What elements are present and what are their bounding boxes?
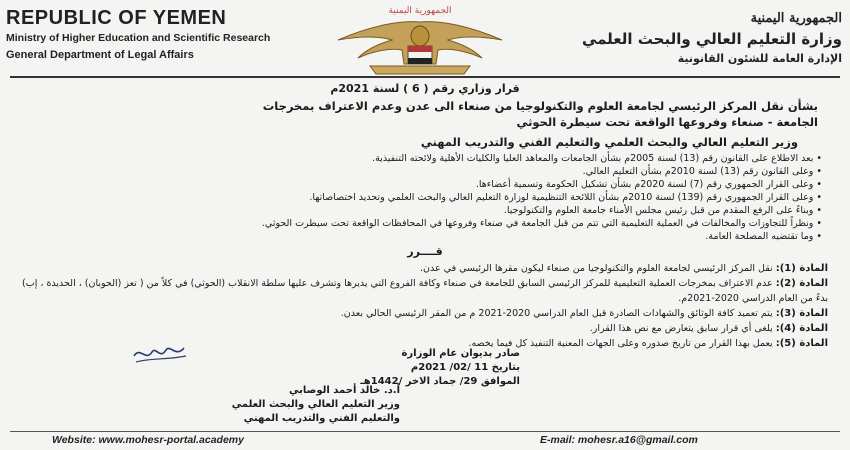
header-divider — [10, 76, 840, 78]
decree-subject-line2: الجامعة - صنعاء وفروعها الواقعة تحت سيطرة الحوثي — [516, 115, 818, 129]
header-en-line1: REPUBLIC OF YEMEN — [6, 7, 227, 29]
issue-hijri-date: الموافق 29/ جماد الاخر /1442هـ — [360, 376, 520, 387]
header-ar-line2: وزارة التعليم العالي والبحث العلمي — [581, 30, 842, 48]
article-item: المادة (3): يتم تعميد كافة الوثائق والشهادات الصادرة قبل العام الدراسي 2020-2021 م من المقر الرئيسي الحالي بعدن. — [340, 308, 828, 319]
signatory-title2: والتعليم الفني والتدريب المهني — [243, 413, 400, 424]
article-item: المادة (2): عدم الاعتراف بمخرجات العملية التعليمية للمركز الرئيسي السابق للجامعة في صنعاء وكافة الفروع التي يديرها وتشرف عليها سلطة الانقلاب (الحوثي) في كلاً من ( تعز (الحوبان) ، الحديدة ، إب) بدءً من العام الدراسي 2020-2021م. — [22, 278, 828, 304]
issue-place: صادر بديوان عام الوزارة — [401, 348, 520, 359]
signatory-title1: وزير التعليم العالي والبحث العلمي — [231, 399, 400, 410]
handwritten-date-icon — [130, 338, 190, 368]
article-item: المادة (4): يلغى أي قرار سابق يتعارض مع نص هذا القرار. — [589, 323, 828, 334]
decides-heading: قــــرر — [407, 245, 443, 258]
reference-item: • وعلى القانون رقم (13) لسنة 2010م بشأن التعليم العالي. — [582, 166, 822, 177]
decree-subject-line1: بشأن نقل المركز الرئيسي لجامعة العلوم والتكنولوجيا من صنعاء الى عدن وعدم الاعتراف بمخرجات — [262, 99, 818, 113]
article-item: المادة (1): نقل المركز الرئيسي لجامعة العلوم والتكنولوجيا من صنعاء ليكون مقرها الرئيسي في عدن. — [419, 263, 828, 274]
reference-item: • وما تقتضيه المصلحة العامة. — [705, 231, 822, 242]
header-en-line2: Ministry of Higher Education and Scientific Research — [6, 32, 271, 44]
reference-item: • بعد الاطلاع على القانون رقم (13) لسنة 2005م بشأن الجامعات والمعاهد العليا والكليات الأهلية ولائحته التنفيذية. — [372, 153, 822, 164]
footer-divider — [10, 431, 840, 432]
article-item: المادة (5): يعمل بهذا القرار من تاريخ صدوره وعلى الجهات المعنية التنفيذ كل فيما يخصه. — [468, 338, 828, 349]
emblem-caption: الجمهورية اليمنية — [388, 6, 452, 16]
footer-website: Website: www.mohesr-portal.academy — [52, 434, 244, 446]
decree-title: قرار وزاري رقم ( 6 ) لسنة 2021م — [330, 82, 520, 95]
issue-info — [300, 347, 520, 389]
issue-date: بتاريخ 11 /02/ 2021م — [410, 362, 520, 373]
reference-item: • ونظراً للتجاوزات والمخالفات في العملية التعليمية التي تتم من قبل الجامعة في صنعاء وفروعها في المحافظات الواقعة تحت سيطرت الحوثي. — [261, 218, 822, 229]
reference-item: • وعلى القرار الجمهوري رقم (139) لسنة 2010م بشأن اللائحة التنظيمية لوزارة التعليم العالي والبحث العلمي وتحديد اختصاصاتها. — [309, 192, 822, 203]
arabic-letterhead — [542, 10, 842, 68]
reference-item: • وبناءً على الرفع المقدم من قبل رئيس مجلس الأمناء جامعة العلوم والتكنولوجيا. — [503, 205, 822, 216]
eagle-emblem-icon — [330, 6, 510, 76]
minister-title: وزير التعليم العالي والبحث العلمي والتعليم الفني والتدريب المهني — [420, 135, 798, 149]
signatory-name: أ.د. خالد أحمد الوصابي — [289, 385, 400, 396]
references-list — [22, 152, 828, 243]
reference-item: • وعلى القرار الجمهوري رقم (7) لسنة 2020م بشأن تشكيل الحكومة وتسمية أعضاءها. — [475, 179, 822, 190]
header-ar-line1: الجمهورية اليمنية — [750, 11, 842, 26]
decree-body — [22, 80, 828, 351]
national-emblem — [330, 6, 510, 76]
header-en-line3: General Department of Legal Affairs — [6, 49, 194, 61]
header-ar-line3: الإدارة العامة للشئون القانونية — [677, 52, 842, 65]
english-letterhead — [6, 6, 306, 64]
footer — [0, 433, 850, 450]
footer-email: E-mail: mohesr.a16@gmail.com — [540, 434, 698, 446]
signature-block — [140, 384, 400, 426]
